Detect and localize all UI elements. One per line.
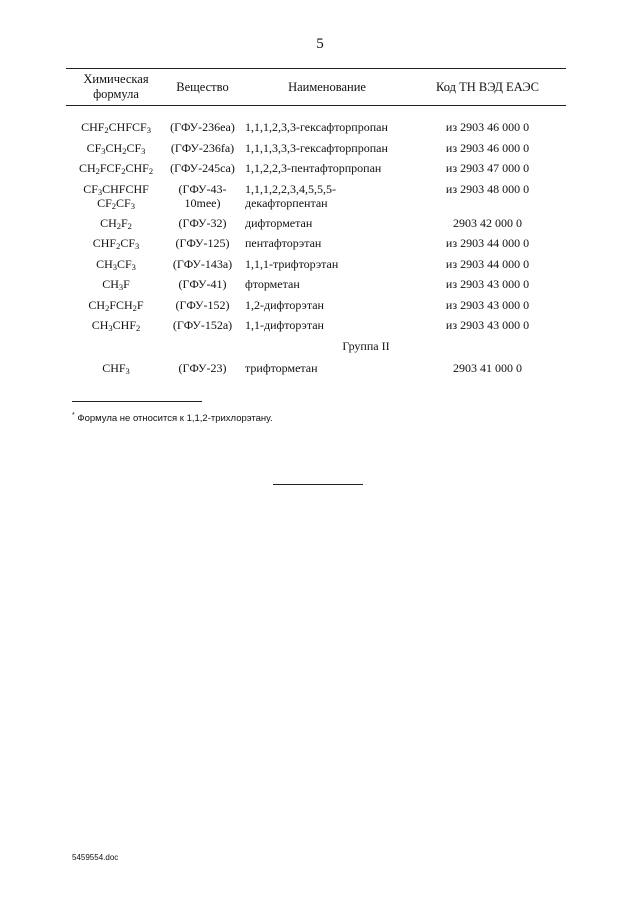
cell-code: из 2903 43 000 0: [445, 297, 530, 312]
cell-formula: $CH_3CHF_2$: [91, 318, 141, 333]
cell-formula: $CHF_3$: [102, 360, 130, 376]
cell-code: из 2903 46 000 0: [445, 140, 530, 155]
cell-name: 1,1,1,2,3,3-гексафторпропан: [245, 120, 388, 134]
table-row: [66, 257, 566, 278]
footnote-divider: [72, 401, 202, 402]
table-row: [66, 236, 566, 257]
cell-formula: $CH_2F_2$: [100, 215, 132, 231]
cell-formula: $CHF_2CHFCF_3$: [81, 120, 151, 135]
table-row: [66, 277, 566, 298]
table-body: [66, 106, 566, 381]
header-name: Наименование: [288, 79, 366, 94]
cell-code: из 2903 47 000 0: [445, 161, 530, 175]
cell-name: пентафторэтан: [245, 236, 322, 250]
table-row: [66, 141, 566, 162]
table-row: [66, 182, 566, 216]
cell-substance: (ГФУ-43- 10mee): [178, 181, 227, 210]
cell-name: 1,1,1,3,3,3-гексафторпропан: [245, 140, 388, 155]
table-row: [66, 120, 566, 141]
cell-substance: (ГФУ-236fa): [170, 140, 235, 155]
cell-code: 2903 42 000 0: [453, 215, 522, 230]
cell-formula: $CH_2FCF_2CHF_2$: [78, 161, 154, 176]
cell-name: 1,1-дифторэтан: [245, 318, 324, 332]
cell-code: из 2903 43 000 0: [445, 318, 530, 332]
page-number: 5: [316, 36, 324, 52]
cell-substance: (ГФУ-152а): [172, 318, 233, 332]
cell-code: из 2903 43 000 0: [445, 277, 530, 291]
header-substance: Вещество: [176, 79, 229, 94]
cell-substance: (ГФУ-41): [178, 277, 227, 291]
cell-name: трифторметан: [245, 360, 318, 375]
header-formula: Химическая формула: [83, 72, 149, 101]
cell-substance: (ГФУ-32): [178, 215, 227, 230]
table-row: [66, 161, 566, 182]
cell-name: 1,2-дифторэтан: [245, 297, 324, 312]
table-row: [66, 318, 566, 339]
cell-code: из 2903 48 000 0: [445, 181, 530, 196]
footnote-marker: *: [72, 412, 75, 419]
cell-formula: $CH_3F$: [102, 277, 130, 292]
cell-substance: (ГФУ-236еа): [170, 120, 235, 134]
cell-formula: $CF_3CH_2CF_3$: [86, 140, 146, 156]
cell-code: 2903 41 000 0: [453, 360, 522, 375]
substances-table: [66, 68, 566, 381]
cell-substance: (ГФУ-125): [175, 236, 230, 250]
table-row: [66, 298, 566, 319]
cell-formula: $CHF_2CF_3$: [92, 236, 140, 251]
cell-formula: $CH_3CF_3$: [96, 256, 136, 272]
cell-formula: $CF_3CHFCHF$ $CF_2CF_3$: [83, 181, 149, 211]
table-row: [66, 361, 566, 382]
cell-substance: (ГФУ-245са): [170, 161, 235, 175]
header-code: Код ТН ВЭД ЕАЭС: [435, 79, 539, 94]
cell-name: 1,1,1-трифторэтан: [245, 256, 339, 271]
cell-substance: (ГФУ-152): [175, 297, 230, 312]
cell-name: 1,1,1,2,2,3,4,5,5,5- декафторпентан: [245, 181, 336, 210]
document-filename: 5459554.doc: [72, 853, 119, 862]
group-label: Группа II: [342, 338, 390, 353]
cell-name: дифторметан: [245, 215, 313, 230]
footnote: [72, 412, 273, 424]
cell-substance: (ГФУ-143а): [172, 256, 233, 271]
cell-name: фторметан: [245, 277, 300, 291]
footnote-text: Формула не относится к 1,1,2-трихлорэтану.: [77, 413, 273, 424]
cell-substance: (ГФУ-23): [178, 360, 227, 375]
table-header: [66, 69, 566, 106]
cell-formula: $CH_2FCH_2F$: [88, 297, 144, 313]
cell-code: из 2903 46 000 0: [445, 120, 530, 134]
end-divider: [273, 484, 363, 485]
cell-name: 1,1,2,2,3-пентафторпропан: [245, 161, 382, 175]
table-row: [66, 216, 566, 237]
cell-code: из 2903 44 000 0: [445, 256, 530, 271]
cell-code: из 2903 44 000 0: [445, 236, 530, 250]
